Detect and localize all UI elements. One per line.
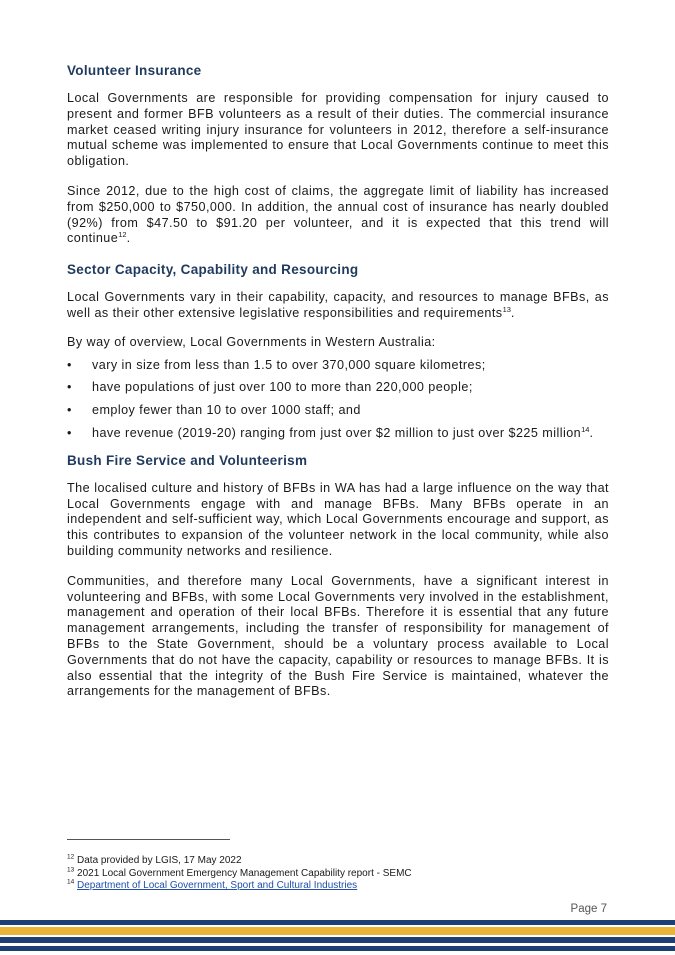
list-item: • have revenue (2019-20) ranging from just over $2 million to just over $225 million$^{14}$. [67,424,594,440]
bush-fire-service-paragraph-1: The localised culture and history of BFBs in WA has had a large influence on the way that Local Governments engage with and manage BFBs. Many BFBs operate in an independent and self-sufficient way, which Local Governments encourage and support, as this contributes to expansion of the volunteer network in the local community, while also building community networks and resilience. [67,480,609,558]
list-item: • have populations of just over 100 to more than 220,000 people; [67,380,473,395]
bush-fire-service-heading: Bush Fire Service and Volunteerism [67,452,308,468]
volunteer-insurance-heading: Volunteer Insurance [67,63,202,78]
footnote-ref-14[interactable]: 14 [581,424,590,434]
list-item: • vary in size from less than 1.5 to over 370,000 square kilometres; [67,357,486,372]
sector-capacity-paragraph-2: By way of overview, Local Governments in Western Australia: [67,334,436,349]
bullet-icon: • [67,425,72,440]
bullet-icon: • [67,380,72,395]
list-item: • employ fewer than 10 to over 1000 staff; and [67,403,361,418]
bullet-icon: • [67,403,72,418]
sector-capacity-paragraph-1: Local Governments vary in their capability, capacity, and resources to manage BFBs, as well as their other extensive legislative responsibilities and requirements$^{13}$. [67,290,609,320]
footnote-14: $^{14}$ Department of Local Government, Sport and Cultural Industries [67,878,358,892]
footnote-14-link[interactable]: Department of Local Government, Sport and Cultural Industries [77,880,358,892]
footnotes [67,855,607,893]
footnote-ref-13[interactable]: 13 [502,304,511,314]
footer-stripe-navy [0,946,675,951]
sector-capacity-heading: Sector Capacity, Capability and Resourcing [67,262,359,278]
page-content [67,60,609,700]
footnote-ref-12[interactable]: 12 [118,230,127,240]
footnote-13: $^{13}$ 2021 Local Government Emergency Management Capability report - SEMC [67,866,412,879]
volunteer-insurance-paragraph-2: Since 2012, due to the high cost of claims, the aggregate limit of liability has increased from $250,000 to $750,000. In addition, the annual cost of insurance has nearly doubled (92%) from $47.50 to $91.20 per volunteer, and it is expected that this trend will continue$^{12}$. [67,183,609,246]
footnote-divider [67,839,230,840]
bush-fire-service-paragraph-2: Communities, and therefore many Local Governments, have a significant interest in volunteering and BFBs, with some Local Governments very involved in the establishment, management and operation of their local BFBs. Therefore it is essential that any future management arrangements, including the transfer of responsibility for management of BFBs to the State Government, should be a voluntary process available to Local Governments that do not have the capacity, capability or resources to manage BFBs. It is also essential that the integrity of the Bush Fire Service is maintained, whatever the arrangements for the management of BFBs. [67,573,609,699]
footer-stripe-gold [0,927,675,935]
sector-capacity-paragraph-1-text: Local Governments vary in their capability, capacity, and resources to manage BFBs, as well as their other extensive legislative responsibilities and requirements [67,290,609,320]
overview-bullet-list [67,358,609,442]
volunteer-insurance-paragraph-2-text: Since 2012, due to the high cost of claims, the aggregate limit of liability has increased from $250,000 to $750,000. In addition, the annual cost of insurance has nearly doubled (92%) from $47.50 to $91.20 per volunteer, and it is expected that this trend will continue [67,183,609,246]
page-number: Page 7 [570,903,607,915]
volunteer-insurance-paragraph-1: Local Governments are responsible for providing compensation for injury caused to present and former BFB volunteers as a result of their duties. The commercial insurance market ceased writing injury insurance for volunteers in 2012, therefore a self-insurance mutual scheme was implemented to ensure that Local Governments continue to meet this obligation. [67,91,609,169]
bullet-icon: • [67,357,72,372]
footnote-12: $^{12}$ Data provided by LGIS, 17 May 2022 [67,853,242,866]
